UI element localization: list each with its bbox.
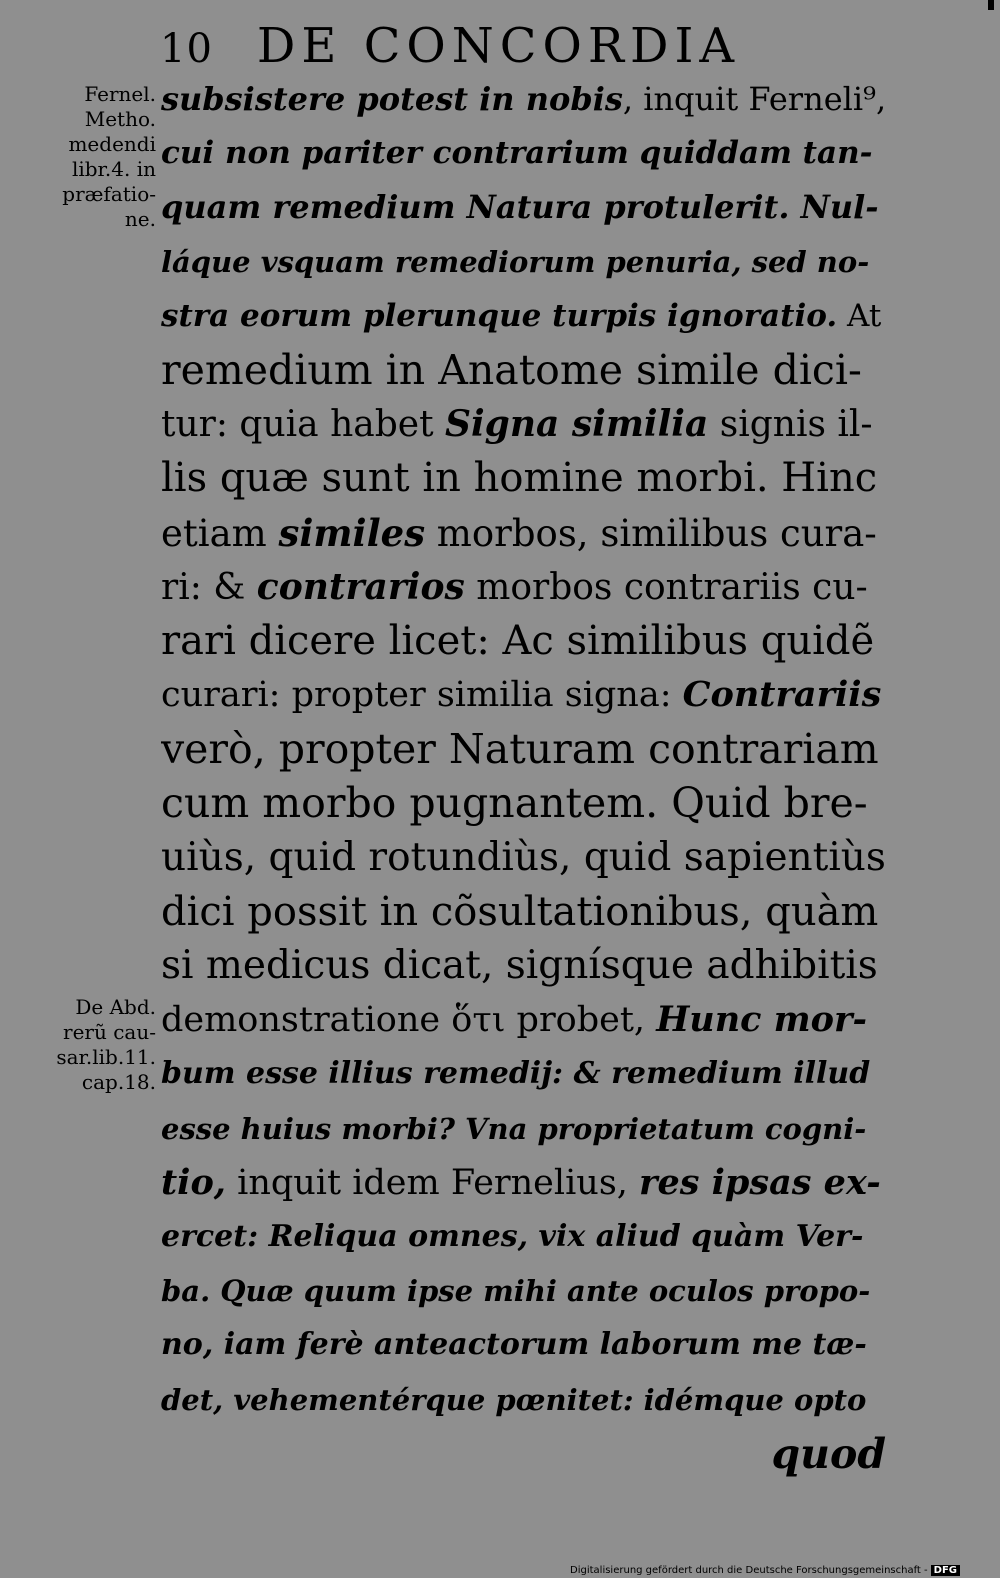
margin-note: [18, 82, 156, 232]
margin-note-line: rerũ cau-: [63, 1020, 156, 1044]
roman-run: dici possit in cõsultationibus, quàm: [161, 888, 879, 935]
roman-run: cum morbo pugnantem. Quid bre-: [161, 779, 868, 828]
text-line: [161, 1102, 886, 1156]
roman-run: demonstratione ὅτι probet,: [161, 1000, 657, 1041]
italic-run: no, iam ferè anteactorum laborum me tæ-: [161, 1327, 867, 1363]
margin-note-line: Metho.: [84, 107, 156, 131]
running-header: [160, 16, 740, 79]
roman-run: morbos, similibus cura-: [425, 511, 877, 555]
text-line: [161, 1264, 886, 1318]
footer-credit: [570, 1565, 960, 1576]
roman-run: ri: &: [161, 566, 257, 608]
text-line: [161, 831, 886, 885]
text-line: [161, 289, 886, 343]
text-line: [161, 1047, 886, 1101]
roman-run: tur: quia habet: [161, 404, 445, 446]
italic-run: láque vsquam remediorum penuria, sed no-: [161, 244, 870, 279]
italic-run: Hunc mor-: [656, 999, 867, 1041]
roman-run: morbos contrariis cu-: [464, 566, 868, 608]
roman-run: si medicus dicat, signísque adhibitis: [161, 943, 878, 988]
italic-run: stra eorum plerunque turpis ignoratio.: [161, 297, 838, 334]
italic-run: ba. Quæ quum ipse mihi ante oculos propo-: [161, 1274, 871, 1309]
text-line: [161, 235, 886, 289]
text-line: [161, 939, 886, 993]
text-line: [161, 397, 886, 451]
italic-run: esse huius morbi? Vna proprietatum cogni-: [161, 1111, 867, 1146]
dfg-logo: DFG: [931, 1565, 960, 1576]
text-line: [161, 885, 886, 939]
margin-note-line: De Abd.: [75, 995, 156, 1019]
italic-run: tio,: [161, 1161, 226, 1203]
italic-run: Contrariis: [682, 674, 882, 716]
italic-run: res ipsas ex-: [639, 1161, 881, 1203]
roman-run: At: [837, 297, 882, 334]
roman-run: rari dicere licet: Ac similibus quidẽ: [161, 617, 875, 664]
margin-note-line: cap.18.: [81, 1070, 156, 1094]
roman-run: lis quæ sunt in homine morbi. Hinc: [161, 455, 878, 502]
text-line: [161, 668, 886, 722]
text-line: [161, 451, 886, 505]
margin-note-line: medendi: [68, 132, 156, 156]
italic-run: contrarios: [256, 565, 465, 608]
margin-note-line: præfatio-: [62, 182, 156, 206]
page-number: 10: [160, 26, 213, 72]
roman-run: inquit idem Fernelius,: [226, 1162, 640, 1203]
italic-run: subsistere potest in nobis: [161, 80, 623, 118]
running-title: DE CONCORDIA: [256, 18, 741, 74]
text-line: [161, 1318, 886, 1372]
roman-run: , inquit Ferneli⁹,: [622, 80, 886, 118]
roman-run: curari: propter similia signa:: [161, 675, 683, 716]
text-line: [161, 560, 886, 614]
text-line: [161, 72, 886, 126]
text-line: [161, 506, 886, 560]
text-line: [161, 126, 886, 180]
italic-run: quam remedium Natura protulerit. Nul-: [161, 188, 879, 227]
italic-run: det, vehementérque pœnitet: idémque opto: [161, 1382, 867, 1417]
text-line: [161, 614, 886, 668]
body-text: [161, 72, 886, 1481]
roman-run: signis il-: [708, 404, 873, 446]
text-line: [161, 1210, 886, 1264]
catchword-text: quod: [771, 1429, 886, 1478]
text-line: [161, 180, 886, 234]
scan-edge-mark: [988, 0, 994, 10]
italic-run: similes: [278, 510, 426, 555]
roman-run: uiùs, quid rotundiùs, quid sapientiùs: [161, 834, 886, 880]
italic-run: cui non pariter contrarium quiddam tan-: [161, 135, 873, 172]
margin-note: [18, 995, 156, 1095]
margin-note-line: libr.4. in: [71, 157, 156, 181]
italic-run: Signa similia: [445, 403, 709, 446]
text-line: [161, 1156, 886, 1210]
margin-note-line: ne.: [124, 207, 156, 231]
catchword: [161, 1427, 886, 1481]
roman-run: remedium in Anatome simile dici-: [161, 345, 862, 394]
text-line: [161, 722, 886, 776]
text-line: [161, 1373, 886, 1427]
text-line: [161, 993, 886, 1047]
margin-note-line: Fernel.: [84, 82, 156, 106]
roman-run: verò, propter Naturam contrariam: [161, 725, 879, 774]
text-line: [161, 776, 886, 830]
italic-run: bum esse illius remedij: & remedium illud: [161, 1056, 871, 1092]
text-line: [161, 343, 886, 397]
margin-note-line: sar.lib.11.: [56, 1045, 156, 1069]
roman-run: etiam: [161, 511, 279, 555]
footer-text: Digitalisierung gefördert durch die Deutsche Forschungsgemeinschaft -: [570, 1565, 928, 1576]
italic-run: ercet: Reliqua omnes, vix aliud quàm Ver-: [161, 1218, 864, 1254]
